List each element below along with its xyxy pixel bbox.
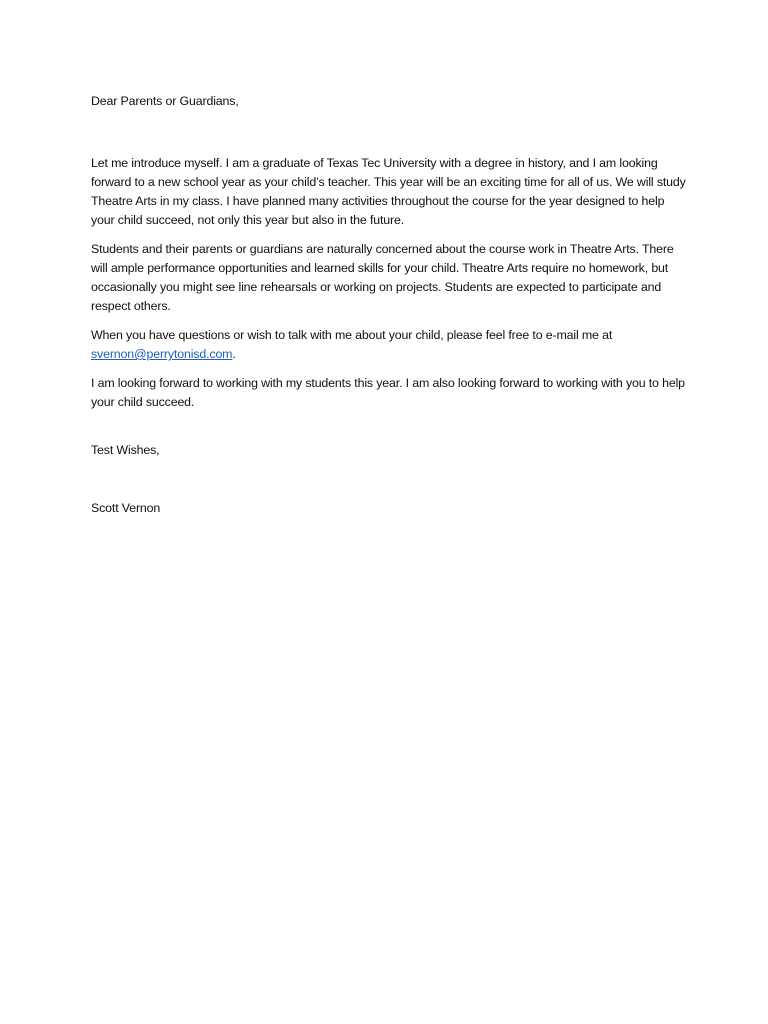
contact-text: When you have questions or wish to talk with me about your child, please feel free to e-mail me at bbox=[91, 328, 613, 342]
paragraph-introduction: Let me introduce myself. I am a graduate of Texas Tec University with a degree in history, and I am looking forward to a new school year as your child’s teacher. This year will be an exciting time for all of us. We will study Theatre Arts in my class. I have planned many activities throughout the course for the year designed to help your child succeed, not only this year but also in the future. bbox=[91, 156, 686, 227]
contact-period: . bbox=[232, 347, 236, 361]
paragraph-course-work: Students and their parents or guardians are naturally concerned about the course work in Theatre Arts. There will ample performance opportunities and learned skills for your child. Theatre Arts require no homework, but occasionally you might see line rehearsals or working on projects. Students are expected to participate and respect others. bbox=[91, 242, 674, 313]
signature: Scott Vernon bbox=[91, 501, 161, 515]
salutation: Dear Parents or Guardians, bbox=[91, 94, 239, 108]
letter-body bbox=[91, 92, 691, 518]
closing: Test Wishes, bbox=[91, 443, 160, 457]
email-link[interactable]: svernon@perrytonisd.com bbox=[91, 347, 233, 361]
paragraph-closing-remarks: I am looking forward to working with my students this year. I am also looking forward to working with you to help your child succeed. bbox=[91, 376, 685, 409]
paragraph-contact bbox=[91, 326, 691, 364]
